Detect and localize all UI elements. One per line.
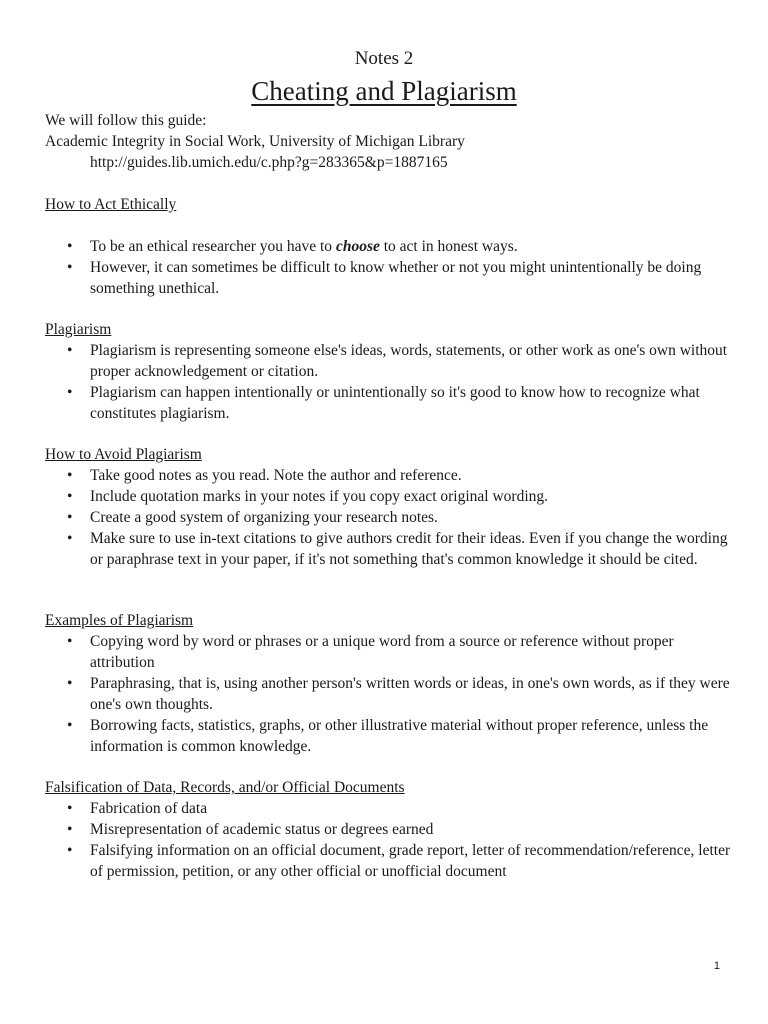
intro-line-1: We will follow this guide:: [45, 112, 207, 129]
list-item-text: To be an ethical researcher you have to: [90, 238, 336, 255]
list-item: • Copying word by word or phrases or a unique word from a source or reference without proper attribution: [45, 631, 735, 673]
section-heading: Examples of Plagiarism: [45, 612, 194, 629]
section-avoid: [45, 444, 735, 570]
list-item: • Plagiarism is representing someone else's ideas, words, statements, or other work as one's own without proper acknowledgement or citation.: [45, 340, 735, 382]
list-item: • Misrepresentation of academic status or degrees earned: [45, 819, 735, 840]
bullet-list: [45, 465, 735, 570]
list-item-text: to act in honest ways.: [379, 238, 518, 255]
page-number: 1: [713, 960, 720, 972]
list-item: • Include quotation marks in your notes if you copy exact original wording.: [45, 486, 735, 507]
intro-line-2: Academic Integrity in Social Work, University of Michigan Library: [45, 133, 465, 150]
list-item: • However, it can sometimes be difficult to know whether or not you might unintentionally be doing something unethical.: [45, 257, 735, 299]
section-ethics: [45, 194, 735, 299]
section-heading: Falsification of Data, Records, and/or Official Documents: [45, 779, 405, 796]
list-item: • Make sure to use in-text citations to give authors credit for their ideas. Even if you change the wording or paraphrase text in your paper, if it's not something that's common knowledge it should be cited.: [45, 528, 735, 570]
section-falsification: [45, 777, 735, 882]
guide-url: http://guides.lib.umich.edu/c.php?g=283365&p=1887165: [90, 154, 448, 171]
section-examples: [45, 610, 735, 757]
section-heading: How to Act Ethically: [45, 196, 177, 213]
bullet-list: [45, 631, 735, 757]
intro: [45, 110, 465, 173]
list-item: • Take good notes as you read. Note the author and reference.: [45, 465, 735, 486]
emphasis-choose: choose: [335, 238, 380, 255]
section-heading: How to Avoid Plagiarism: [45, 446, 202, 463]
bullet-list: [45, 340, 735, 424]
list-item: • Paraphrasing, that is, using another person's written words or ideas, in one's own words, as if they were one's own thoughts.: [45, 673, 735, 715]
bullet-list: [45, 236, 735, 299]
section-heading: Plagiarism: [45, 321, 112, 338]
list-item: • Borrowing facts, statistics, graphs, or other illustrative material without proper reference, unless the information is common knowledge.: [45, 715, 735, 757]
notes-label: Notes 2: [354, 48, 414, 69]
list-item: • Falsifying information on an official document, grade report, letter of recommendation/reference, letter of permission, petition, or any other official or unofficial document: [45, 840, 735, 882]
bullet-list: [45, 798, 735, 882]
list-item: • Plagiarism can happen intentionally or unintentionally so it's good to know how to recognize what constitutes plagiarism.: [45, 382, 735, 424]
title-text: Cheating and Plagiarism: [251, 76, 517, 106]
list-item: [45, 236, 735, 257]
page-title: [0, 76, 768, 107]
list-item: • Fabrication of data: [45, 798, 735, 819]
section-plagiarism: [45, 319, 735, 424]
list-item: • Create a good system of organizing your research notes.: [45, 507, 735, 528]
